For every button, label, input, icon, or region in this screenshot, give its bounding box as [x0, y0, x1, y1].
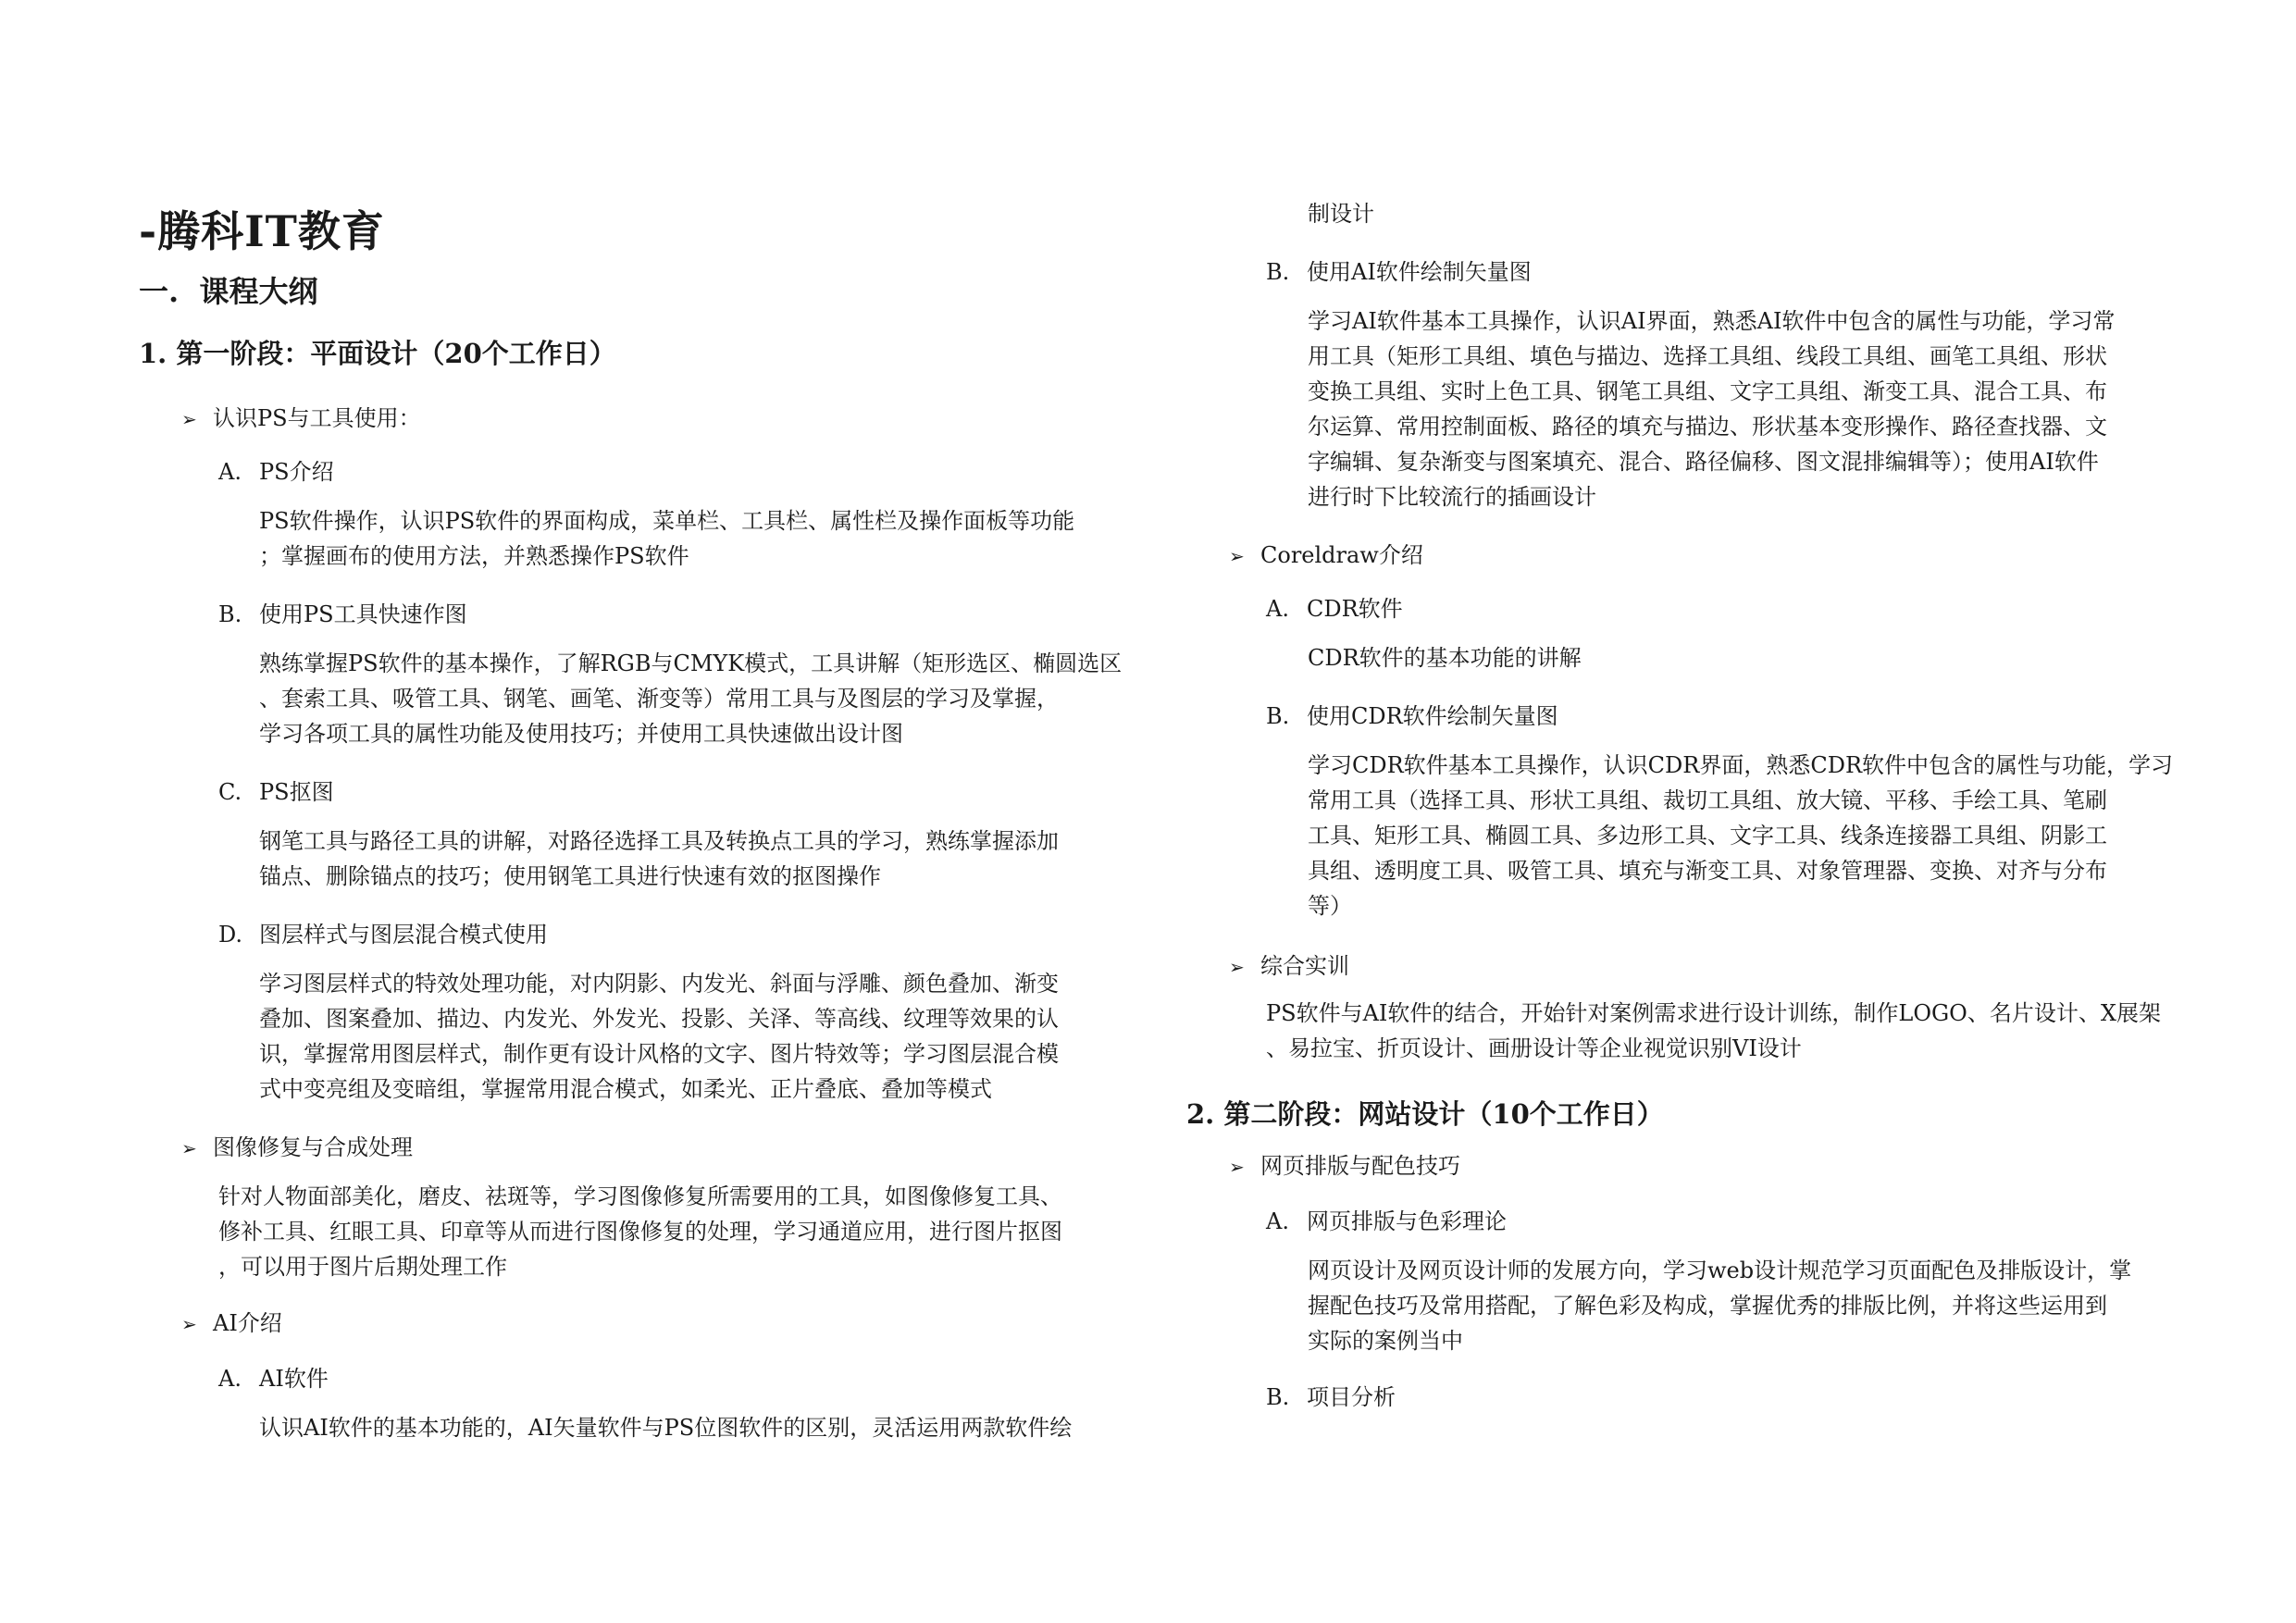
bullet-web-layout — [1229, 1147, 1460, 1180]
sub-label: 使用CDR软件绘制矢量图 — [1307, 703, 1558, 729]
sub-c-ps-cutout — [218, 774, 334, 806]
para-line: 学习AI软件基本工具操作，认识AI界面，熟悉AI软件中包含的属性与功能，学习常 — [1308, 308, 2116, 334]
para-image-repair — [218, 1179, 1062, 1284]
sub-letter: C. — [218, 779, 242, 805]
stage1-number: 1. — [139, 338, 168, 369]
arrow-bullet-icon: ➢ — [181, 408, 197, 430]
para-line: 认识AI软件的基本功能的，AI矢量软件与PS位图软件的区别，灵活运用两款软件绘 — [259, 1415, 1073, 1441]
arrow-bullet-icon: ➢ — [1229, 1156, 1245, 1178]
sub-label: CDR软件 — [1307, 596, 1403, 622]
para-ps-cutout — [259, 824, 1059, 894]
para-line: 尔运算、常用控制面板、路径的填充与描边、形状基本变形操作、路径查找器、文 — [1308, 414, 2107, 440]
para-line: 常用工具（选择工具、形状工具组、裁切工具组、放大镜、平移、手绘工具、笔刷 — [1308, 787, 2107, 813]
para-line: 学习CDR软件基本工具操作，认识CDR界面，熟悉CDR软件中包含的属性与功能，学习 — [1308, 752, 2174, 778]
stage2-label: 第二阶段：网站设计（10个工作日） — [1223, 1098, 1664, 1130]
para-line: PS软件操作，认识PS软件的界面构成，菜单栏、工具栏、属性栏及操作面板等功能 — [259, 508, 1075, 534]
para-line: 熟练掌握PS软件的基本操作，了解RGB与CMYK模式，工具讲解（矩形选区、椭圆选区 — [259, 650, 1123, 676]
para-line: 学习各项工具的属性功能及使用技巧；并使用工具快速做出设计图 — [259, 721, 903, 747]
para-line: 学习图层样式的特效处理功能，对内阴影、内发光、斜面与浮雕、颜色叠加、渐变 — [259, 971, 1059, 997]
stage2-number: 2. — [1186, 1098, 1215, 1130]
stage1-label: 第一阶段：平面设计（20个工作日） — [176, 338, 616, 369]
sub-b-project-analysis — [1266, 1379, 1396, 1411]
sub-a-ps-intro — [218, 453, 334, 486]
para-line: 用工具（矩形工具组、填色与描边、选择工具组、线段工具组、画笔工具组、形状 — [1308, 343, 2107, 369]
sub-letter: B. — [1266, 259, 1290, 285]
sub-a-ai-software — [218, 1360, 329, 1393]
para-line: 锚点、删除锚点的技巧；使用钢笔工具进行快速有效的抠图操作 — [259, 863, 881, 889]
para-ai-cont — [1308, 196, 1374, 231]
sub-b-ps-tools — [218, 596, 467, 628]
para-line: 工具、矩形工具、椭圆工具、多边形工具、文字工具、线条连接器工具组、阴影工 — [1308, 823, 2107, 849]
sub-letter: A. — [218, 1366, 242, 1392]
para-layer-style — [259, 966, 1059, 1107]
stage1-heading — [139, 333, 616, 371]
stage2-heading — [1186, 1094, 1664, 1132]
para-line: 制设计 — [1308, 201, 1374, 227]
sub-label: PS抠图 — [259, 779, 334, 805]
sub-letter: D. — [218, 922, 243, 948]
arrow-bullet-icon: ➢ — [181, 1313, 197, 1335]
para-line: 实际的案例当中 — [1308, 1328, 1463, 1354]
para-ai-vector — [1308, 304, 2115, 514]
sub-label: PS介绍 — [259, 459, 334, 485]
para-cdr-vector — [1308, 748, 2173, 923]
para-line: ，可以用于图片后期处理工作 — [218, 1254, 507, 1280]
bullet-image-repair — [181, 1129, 413, 1161]
sub-letter: A. — [218, 459, 242, 485]
sub-label: 使用AI软件绘制矢量图 — [1307, 259, 1532, 285]
bullet-coreldraw — [1229, 537, 1423, 569]
para-line: 、易拉宝、折页设计、画册设计等企业视觉识别VI设计 — [1266, 1035, 1802, 1061]
bullet-label: 认识PS与工具使用： — [213, 405, 421, 431]
para-line: 握配色技巧及常用搭配，了解色彩及构成，掌握优秀的排版比例，并将这些运用到 — [1308, 1293, 2107, 1319]
para-line: 字编辑、复杂渐变与图案填充、混合、路径偏移、图文混排编辑等）；使用AI软件 — [1308, 449, 2099, 475]
sub-b-cdr-vector — [1266, 698, 1558, 730]
section-label: 课程大纲 — [199, 274, 318, 309]
sub-label: 使用PS工具快速作图 — [259, 601, 467, 627]
arrow-bullet-icon: ➢ — [181, 1137, 197, 1159]
bullet-label: AI介绍 — [213, 1310, 282, 1336]
bullet-label: 综合实训 — [1260, 953, 1349, 979]
para-web-color — [1308, 1253, 2131, 1358]
para-line: ；掌握画布的使用方法，并熟悉操作PS软件 — [259, 543, 689, 569]
bullet-practice — [1229, 948, 1349, 980]
sub-letter: B. — [1266, 1384, 1290, 1410]
para-line: CDR软件的基本功能的讲解 — [1308, 645, 1582, 671]
para-line: 进行时下比较流行的插画设计 — [1308, 484, 1596, 510]
para-line: 网页设计及网页设计师的发展方向，学习web设计规范学习页面配色及排版设计，掌 — [1308, 1258, 2132, 1283]
sub-label: 网页排版与色彩理论 — [1307, 1208, 1507, 1234]
sub-letter: B. — [218, 601, 242, 627]
sub-letter: B. — [1266, 703, 1290, 729]
para-line: 识，掌握常用图层样式，制作更有设计风格的文字、图片特效等；学习图层混合模 — [259, 1041, 1059, 1067]
para-line: 修补工具、红眼工具、印章等从而进行图像修复的处理，学习通道应用，进行图片抠图 — [218, 1219, 1062, 1245]
para-line: PS软件与AI软件的结合，开始针对案例需求进行设计训练，制作LOGO、名片设计、X展架 — [1266, 1000, 2161, 1026]
para-cdr-software — [1308, 640, 1582, 675]
bullet-label: 网页排版与配色技巧 — [1260, 1153, 1460, 1179]
document-title: -腾科IT教育 — [139, 206, 385, 256]
para-ps-intro — [259, 503, 1074, 574]
sub-label: 图层样式与图层混合模式使用 — [259, 922, 548, 948]
sub-label: AI软件 — [259, 1366, 329, 1392]
section-number: 一. — [139, 274, 180, 309]
bullet-ai-intro — [181, 1305, 282, 1337]
bullet-ps-tools — [181, 400, 421, 432]
para-line: 、套索工具、吸管工具、钢笔、画笔、渐变等）常用工具与及图层的学习及掌握， — [259, 686, 1059, 712]
para-line: 叠加、图案叠加、描边、内发光、外发光、投影、关泽、等高线、纹理等效果的认 — [259, 1006, 1059, 1032]
sub-letter: A. — [1266, 596, 1289, 622]
sub-a-cdr-software — [1266, 590, 1403, 623]
section-heading — [139, 268, 317, 311]
sub-letter: A. — [1266, 1208, 1289, 1234]
arrow-bullet-icon: ➢ — [1229, 956, 1245, 978]
para-practice — [1266, 996, 2161, 1066]
arrow-bullet-icon: ➢ — [1229, 545, 1245, 567]
para-line: 等） — [1308, 893, 1352, 919]
para-line: 钢笔工具与路径工具的讲解，对路径选择工具及转换点工具的学习，熟练掌握添加 — [259, 828, 1059, 854]
para-line: 针对人物面部美化，磨皮、祛斑等，学习图像修复所需要用的工具，如图像修复工具、 — [218, 1183, 1062, 1209]
bullet-label: 图像修复与合成处理 — [213, 1134, 413, 1160]
sub-a-web-color — [1266, 1203, 1507, 1235]
para-ai-software — [259, 1410, 1072, 1445]
bullet-label: Coreldraw介绍 — [1260, 542, 1423, 568]
sub-label: 项目分析 — [1307, 1384, 1396, 1410]
sub-d-layer-style — [218, 916, 548, 948]
para-line: 具组、透明度工具、吸管工具、填充与渐变工具、对象管理器、变换、对齐与分布 — [1308, 858, 2107, 884]
sub-b-ai-vector — [1266, 254, 1532, 286]
para-line: 式中变亮组及变暗组，掌握常用混合模式，如柔光、正片叠底、叠加等模式 — [259, 1076, 992, 1102]
para-line: 变换工具组、实时上色工具、钢笔工具组、文字工具组、渐变工具、混合工具、布 — [1308, 378, 2107, 404]
para-ps-tools — [259, 646, 1122, 751]
